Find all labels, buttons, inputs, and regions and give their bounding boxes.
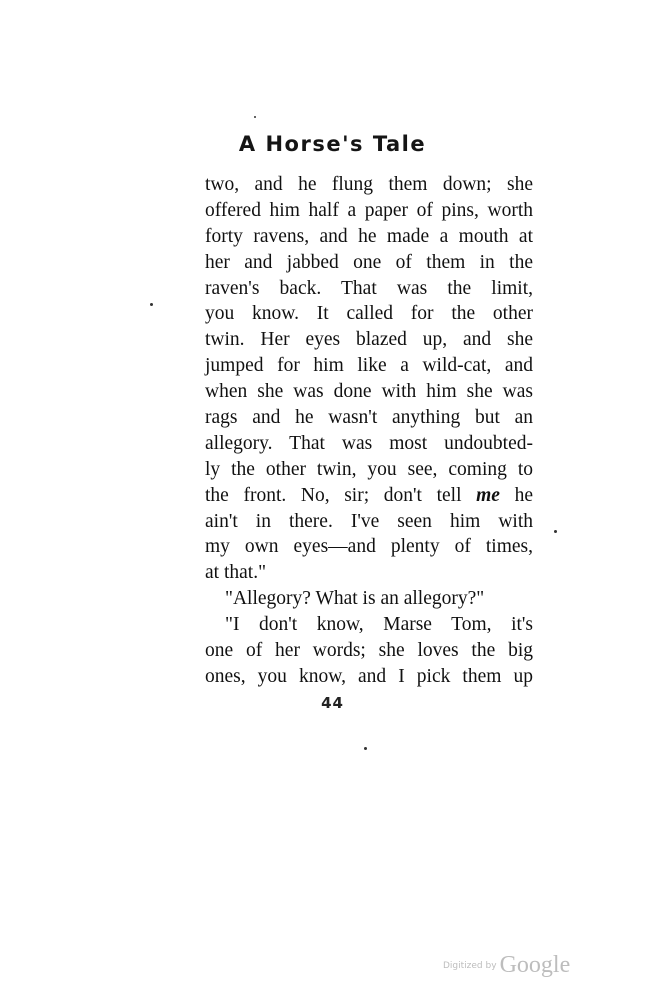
text-segment: he <box>514 484 534 506</box>
text-segment: the front. No, sir; don't tell <box>205 484 462 506</box>
text-line: ones, you know, and I pick them up <box>205 665 533 687</box>
text-line: one of her words; she loves the big <box>205 640 533 662</box>
text-line-with-emphasis <box>205 483 533 509</box>
watermark-prefix: Digitized by <box>443 960 497 971</box>
running-head: A Horse's Tale <box>238 132 427 156</box>
text-line: you know. It called for the other <box>205 303 533 325</box>
page-number: 44 <box>321 694 344 712</box>
text-line: offered him half a paper of pins, worth <box>205 199 533 221</box>
body-text <box>205 172 533 690</box>
text-line: ly the other twin, you see, coming to <box>205 458 533 480</box>
text-line: "I don't know, Marse Tom, it's <box>225 614 533 636</box>
text-line: two, and he flung them down; she <box>205 174 533 195</box>
scan-speck <box>364 747 367 750</box>
digitized-watermark <box>443 952 570 979</box>
text-line: jumped for him like a wild-cat, and <box>205 355 533 377</box>
text-line: raven's back. That was the limit, <box>205 277 533 299</box>
text-line: twin. Her eyes blazed up, and she <box>205 329 533 351</box>
google-logo: Google <box>499 952 571 978</box>
text-line: rags and he wasn't anything but an <box>205 407 533 429</box>
text-line: when she was done with him she was <box>205 381 533 403</box>
emphasized-word: me <box>476 484 500 506</box>
text-line: allegory. That was most undoubted- <box>205 432 533 454</box>
scan-speck <box>254 116 256 118</box>
text-line: forty ravens, and he made a mouth at <box>205 225 533 247</box>
scan-speck <box>554 530 557 533</box>
scan-speck <box>150 303 153 306</box>
text-line: her and jabbed one of them in the <box>205 251 533 273</box>
text-line: "Allegory? What is an allegory?" <box>225 588 485 610</box>
text-line: my own eyes—and plenty of times, <box>205 536 533 558</box>
text-line: at that." <box>205 562 267 584</box>
text-line: ain't in there. I've seen him with <box>205 510 533 532</box>
